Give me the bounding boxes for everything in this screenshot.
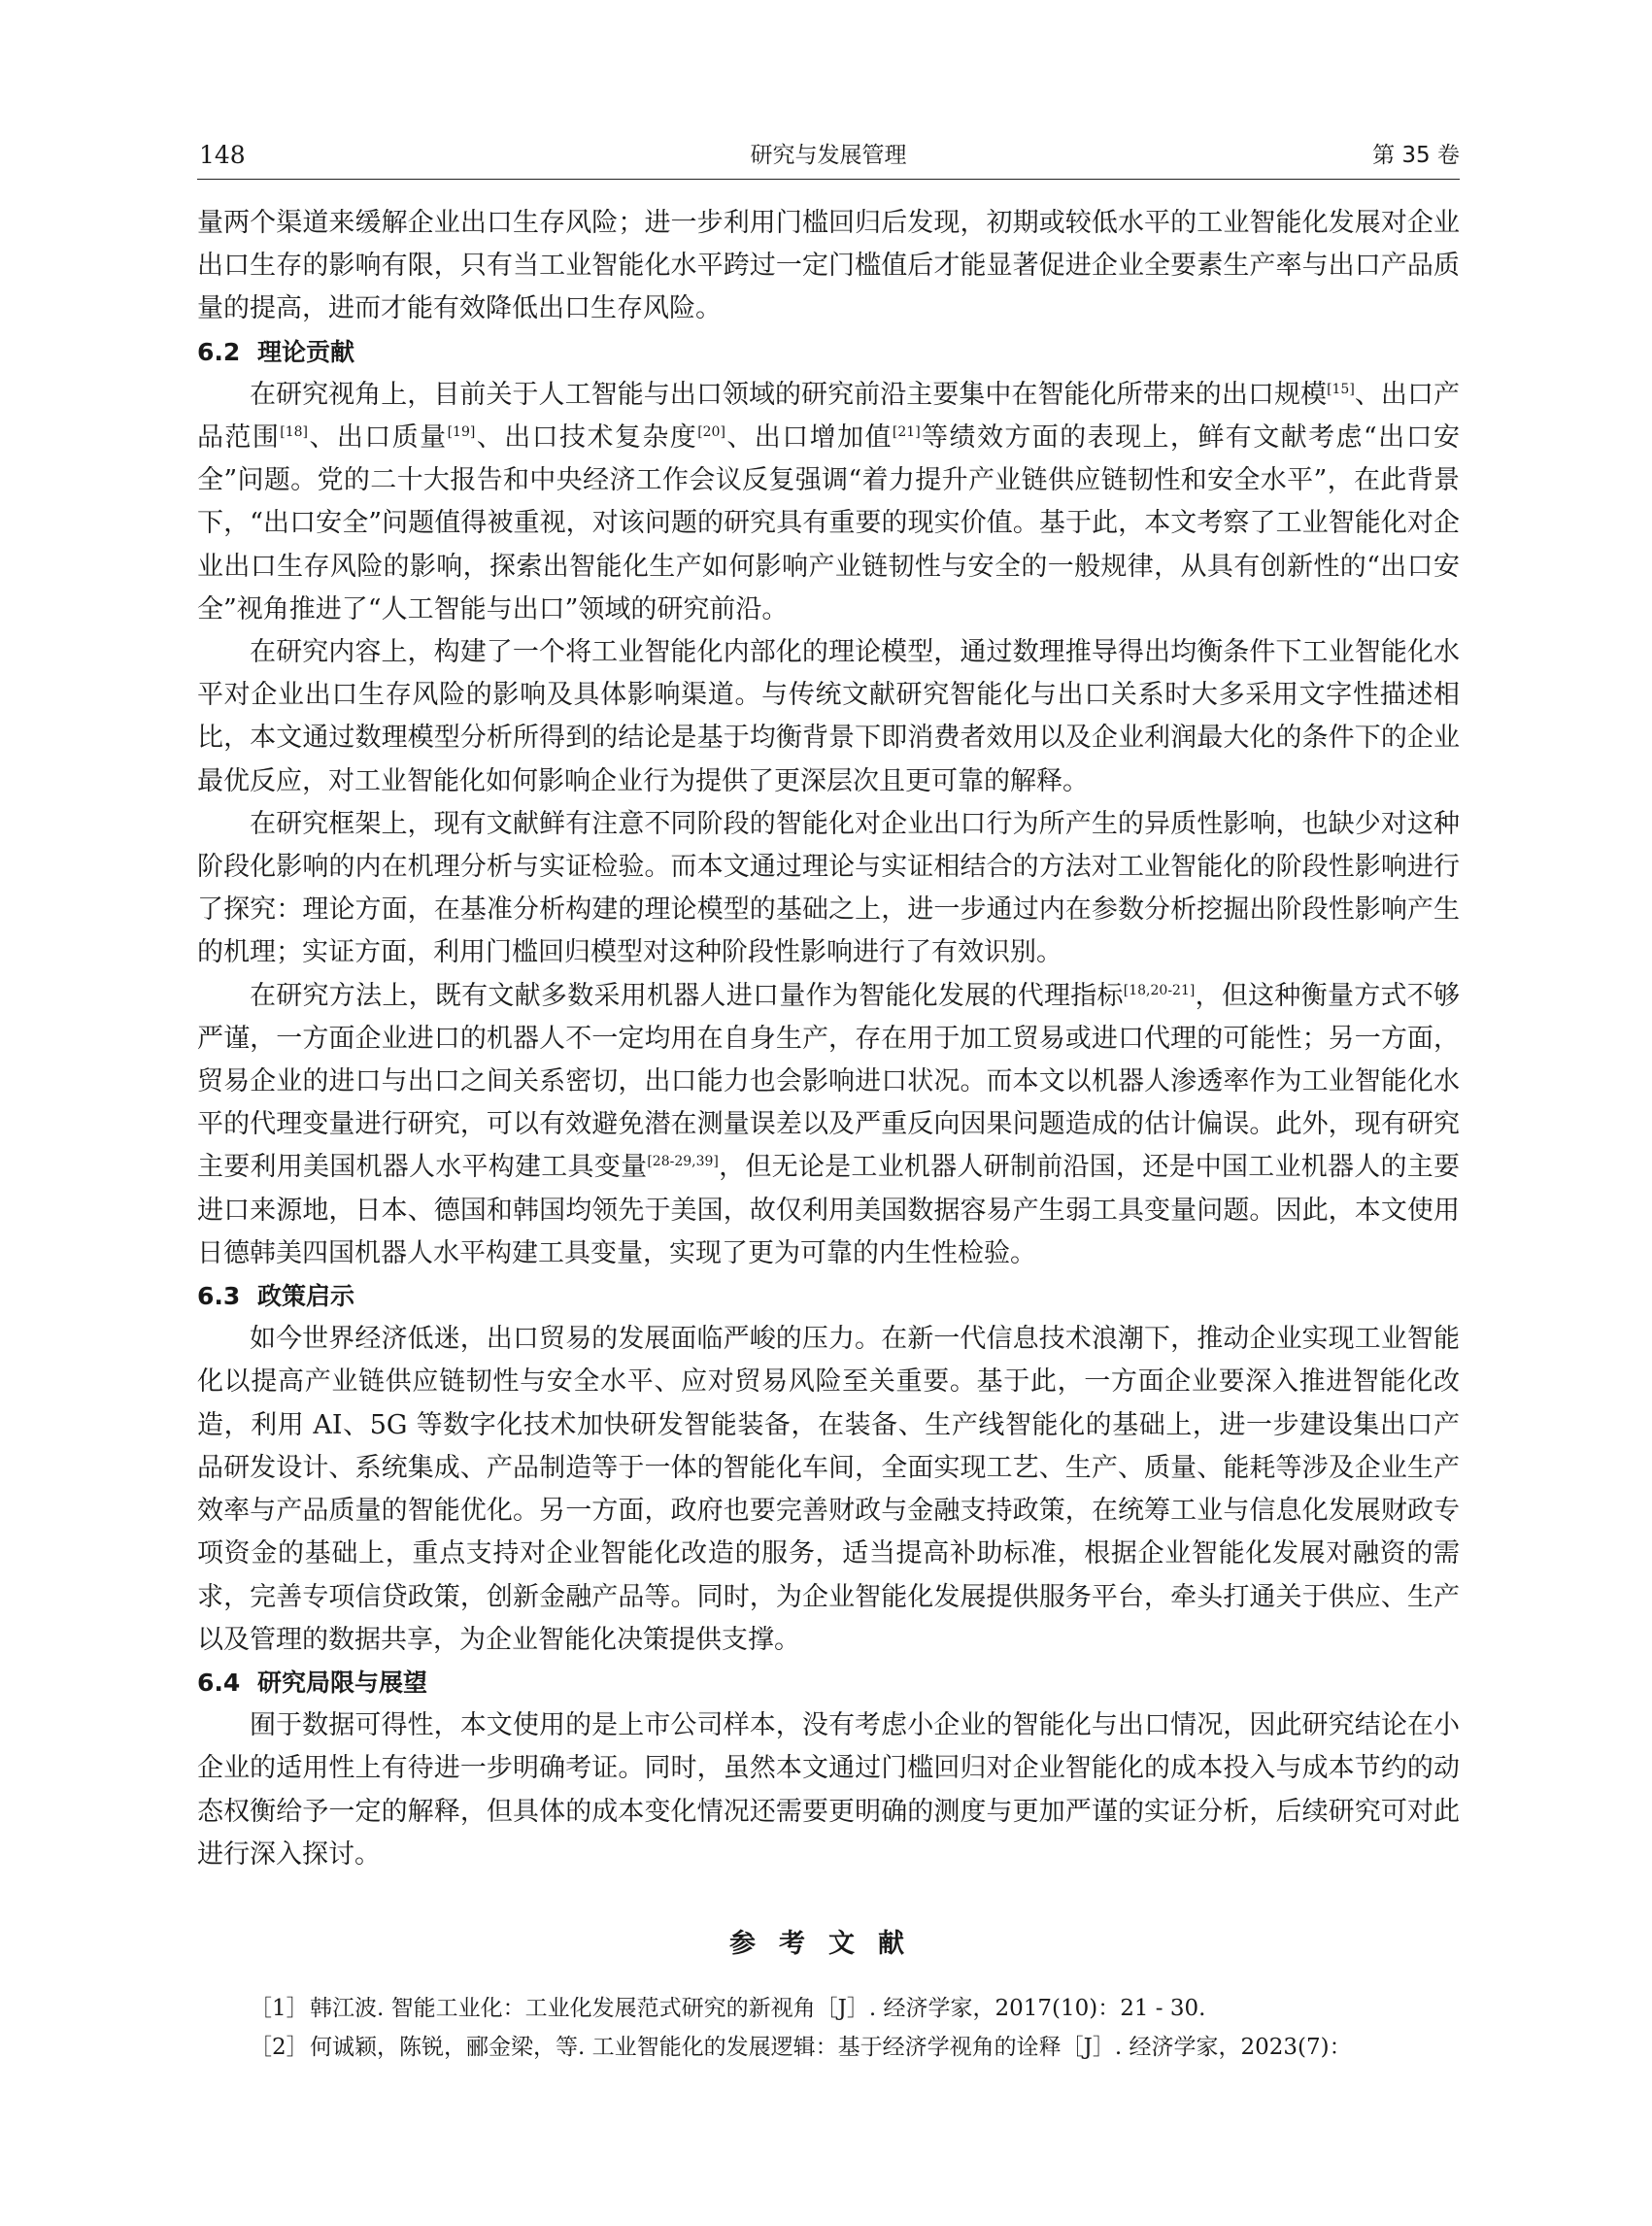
text-run: 、出口增加值	[725, 422, 893, 454]
reference-number: ［1］	[250, 1995, 309, 2021]
text-run: 、出口质量	[308, 422, 448, 454]
text-run: 在研究方法上，既有文献多数采用机器人进口量作为智能化发展的代理指标	[250, 980, 1124, 1011]
section-number: 6.4	[197, 1668, 241, 1697]
section-number: 6.2	[197, 337, 241, 366]
paragraph-limitations: 囿于数据可得性，本文使用的是上市公司样本，没有考虑小企业的智能化与出口情况，因此研究结论在小企业的适用性上有待进一步明确考证。同时，虽然本文通过门槛回归对企业智能化的成本投入与成本节约的动态权衡给予一定的解释，但具体的成本变化情况还需要更明确的测度与更加严谨的实证分析，后续研究可对此进行深入探讨。	[197, 1710, 1460, 1870]
paragraph-policy-implications: 如今世界经济低迷，出口贸易的发展面临严峻的压力。在新一代信息技术浪潮下，推动企业实现工业智能化以提高产业链供应链韧性与安全水平、应对贸易风险至关重要。基于此，一方面企业要深入推进智能化改造，利用 AI、5G 等数字化技术加快研发智能装备，在装备、生产线智能化的基础上，进一步建设集出口产品研发设计、系统集成、产品制造等于一体的智能化车间，全面实现工艺、生产、质量、能耗等涉及企业生产效率与产品质量的智能优化。另一方面，政府也要完善财政与金融支持政策，在统筹工业与信息化发展财政专项资金的基础上，重点支持对企业智能化改造的服务，适当提高补助标准，根据企业智能化发展对融资的需求，完善专项信贷政策，创新金融产品等。同时，为企业智能化发展提供服务平台，牵头打通关于供应、生产以及管理的数据共享，为企业智能化决策提供支撑。	[197, 1324, 1460, 1655]
text-run: ，但无论是工业机器人研制前沿国，还是中国工业机器人的主要进口来源地，日本、德国和韩国均领先于美国，故仅利用美国数据容易产生弱工具变量问题。因此，本文使用日德韩美四国机器人水平构建工具变量，实现了更为可靠的内生性检验。	[197, 1152, 1461, 1268]
section-title: 研究局限与展望	[257, 1668, 428, 1697]
reference-list	[197, 1989, 1460, 2067]
text-run: 、出口技术复杂度	[475, 422, 698, 454]
reference-item	[197, 1989, 1460, 2028]
section-number: 6.3	[197, 1282, 241, 1311]
section-title: 理论贡献	[257, 337, 355, 366]
section-heading-6-2	[197, 331, 1460, 374]
citation[interactable]: [28-29,39]	[647, 1154, 719, 1170]
journal-name: 研究与发展管理	[750, 143, 907, 168]
citation[interactable]: [18]	[280, 424, 309, 441]
citation[interactable]: [15]	[1327, 381, 1355, 397]
section-heading-6-4	[197, 1662, 1460, 1704]
reference-text: 韩江波. 智能工业化：工业化发展范式研究的新视角［J］. 经济学家，2017(10)：21 - 30.	[310, 1995, 1206, 2021]
citation[interactable]: [21]	[892, 424, 921, 441]
section-heading-6-3	[197, 1275, 1460, 1318]
paragraph-research-perspective	[197, 374, 1460, 631]
text-run: 在研究视角上，目前关于人工智能与出口领域的研究前沿主要集中在智能化所带来的出口规模	[250, 379, 1328, 410]
paragraph-research-content: 在研究内容上，构建了一个将工业智能化内部化的理论模型，通过数理推导得出均衡条件下工业智能化水平对企业出口生存风险的影响及具体影响渠道。与传统文献研究智能化与出口关系时大多采用文字性描述相比，本文通过数理模型分析所得到的结论是基于均衡背景下即消费者效用以及企业利润最大化的条件下的企业最优反应，对工业智能化如何影响企业行为提供了更深层次且更可靠的解释。	[197, 637, 1460, 796]
running-header	[197, 136, 1460, 180]
reference-number: ［2］	[250, 2034, 309, 2060]
text-run: 、出口产品范围	[197, 379, 1461, 454]
paragraph-research-method	[197, 975, 1460, 1275]
reference-item	[197, 2028, 1460, 2067]
citation[interactable]: [18,20-21]	[1123, 982, 1196, 998]
text-run: 等绩效方面的表现上，鲜有文献考虑“出口安全”问题。党的二十大报告和中央经济工作会议反复强调“着力提升产业链供应链韧性和安全水平”，在此背景下，“出口安全”问题值得被重视，对该问题的研究具有重要的现实价值。基于此，本文考察了工业智能化对企业出口生存风险的影响，探索出智能化生产如何影响产业链韧性与安全的一般规律，从具有创新性的“出口安全”视角推进了“人工智能与出口”领域的研究前沿。	[197, 422, 1461, 624]
page-number: 148	[199, 141, 246, 169]
citation[interactable]: [20]	[697, 424, 725, 441]
references-title: 参考文献	[729, 1928, 927, 1959]
section-title: 政策启示	[257, 1282, 355, 1311]
citation[interactable]: [19]	[447, 424, 476, 441]
volume-label: 第 35 卷	[1372, 143, 1460, 168]
reference-text: 何诚颖，陈锐，郦金梁，等. 工业智能化的发展逻辑：基于经济学视角的诠释［J］. 经济学家，2023(7)：	[310, 2034, 1352, 2060]
text-run: ，但这种衡量方式不够严谨，一方面企业进口的机器人不一定均用在自身生产，存在用于加工贸易或进口代理的可能性；另一方面，贸易企业的进口与出口之间关系密切，出口能力也会影响进口状况。而本文以机器人渗透率作为工业智能化水平的代理变量进行研究，可以有效避免潜在测量误差以及严重反向因果问题造成的估计偏误。此外，现有研究主要利用美国机器人水平构建工具变量	[197, 980, 1461, 1183]
article-body	[197, 202, 1460, 2067]
intro-paragraph: 量两个渠道来缓解企业出口生存风险；进一步利用门槛回归后发现，初期或较低水平的工业智能化发展对企业出口生存的影响有限，只有当工业智能化水平跨过一定门槛值后才能显著促进企业全要素生产率与出口产品质量的提高，进而才能有效降低出口生存风险。	[197, 208, 1460, 324]
paragraph-research-framework: 在研究框架上，现有文献鲜有注意不同阶段的智能化对企业出口行为所产生的异质性影响，也缺少对这种阶段化影响的内在机理分析与实证检验。而本文通过理论与实证相结合的方法对工业智能化的阶段性影响进行了探究：理论方面，在基准分析构建的理论模型的基础之上，进一步通过内在参数分析挖掘出阶段性影响产生的机理；实证方面，利用门槛回归模型对这种阶段性影响进行了有效识别。	[197, 808, 1460, 968]
